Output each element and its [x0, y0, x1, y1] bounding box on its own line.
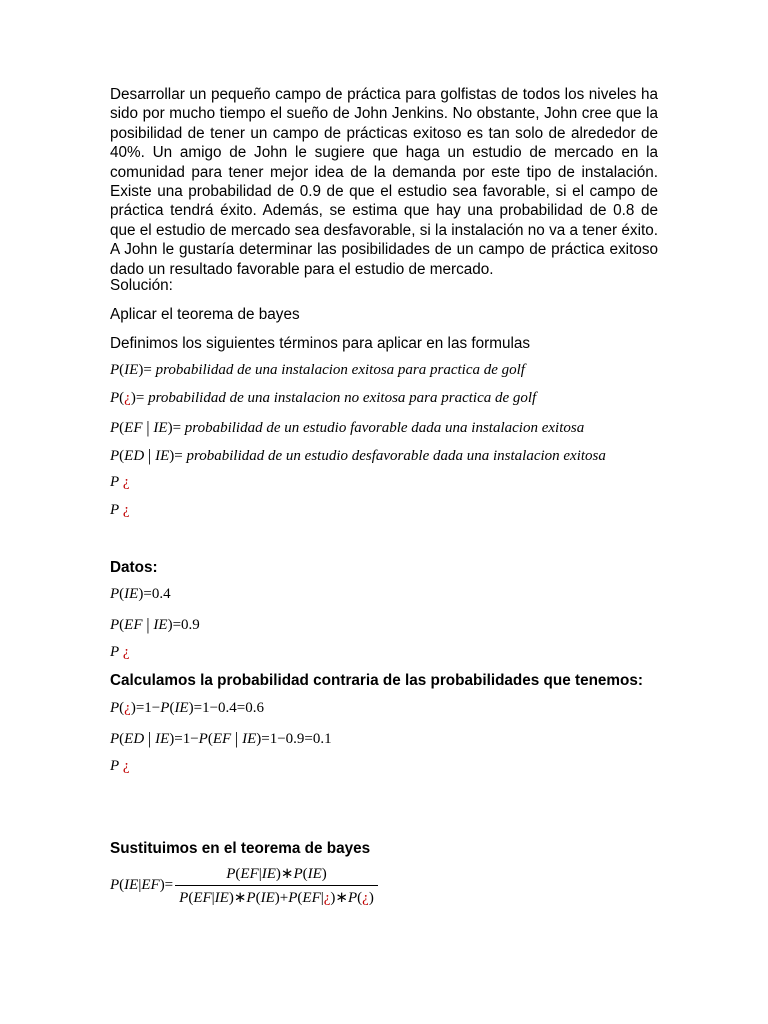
calculamos-heading: Calculamos la probabilidad contraria de las probabilidades que tenemos:	[110, 672, 643, 689]
definition-1: P(IE)= probabilidad de una instalacion exitosa para practica de golf	[110, 362, 525, 378]
dato-p-ef-ie: P(EF | IE)=0.9	[110, 615, 200, 634]
calc-2: P(ED | IE)=1−P(EF | IE)=1−0.9=0.1	[110, 729, 332, 748]
aplicar-text: Aplicar el teorema de bayes	[110, 306, 300, 323]
definition-2-text: probabilidad de una instalacion no exitosa para practica de golf	[148, 390, 537, 406]
calc-3: P ¿	[110, 758, 130, 774]
bayes-numerator: P(EF|IE)∗P(IE)	[175, 864, 378, 886]
definition-4: P(ED | IE)= probabilidad de un estudio desfavorable dada una instalacion exitosa	[110, 446, 606, 465]
bayes-denominator: P(EF|IE)∗P(IE)+P(EF|¿)∗P(¿)	[179, 890, 374, 906]
calc-1: P(¿)=1−P(IE)=1−0.4=0.6	[110, 700, 264, 716]
definition-1-text: probabilidad de una instalacion exitosa para practica de golf	[155, 362, 525, 378]
definimos-text: Definimos los siguientes términos para aplicar en las formulas	[110, 335, 530, 352]
definition-3: P(EF | IE)= probabilidad de un estudio favorable dada una instalacion exitosa	[110, 418, 585, 437]
definition-2: P(¿)= probabilidad de una instalacion no exitosa para practica de golf	[110, 390, 537, 406]
problem-paragraph: Desarrollar un pequeño campo de práctica para golfistas de todos los niveles ha sido por mucho tiempo el sueño de John Jenkins. No obstante, John cree que la posibilidad de tener un campo de prácticas exitoso es tan solo de alrededor de 40%. Un amigo de John le sugiere que haga un estudio de mercado en la comunidad para tener mejor idea de la demanda por este tipo de instalación. Existe una probabilidad de 0.9 de que el estudio sea favorable, si el campo de práctica tendrá éxito. Además, se estima que hay una probabilidad de 0.8 de que el estudio de mercado sea desfavorable, si la instalación no va a tener éxito. A John le gustaría determinar las posibilidades de un campo de práctica exitoso dado un resultado favorable para el estudio de mercado.	[110, 86, 658, 278]
definition-5: P ¿	[110, 474, 130, 490]
bayes-fraction	[175, 864, 378, 907]
sustituimos-heading: Sustituimos en el teorema de bayes	[110, 840, 371, 857]
definition-4-text: probabilidad de un estudio desfavorable dada una instalacion exitosa	[186, 448, 606, 464]
bayes-formula: P(IE|EF)= $\frac{P(EF|IE)∗P(IE)}{P(EF|IE)∗P(IE)+P(EF|¿)∗P(¿)}$	[110, 864, 378, 907]
dato-p-ie: P(IE)=0.4	[110, 586, 171, 602]
definition-6: P ¿	[110, 502, 130, 518]
datos-heading: Datos:	[110, 559, 158, 576]
dato-3: P ¿	[110, 644, 130, 660]
definition-3-text: probabilidad de un estudio favorable dada una instalacion exitosa	[184, 420, 585, 436]
solucion-label: Solución:	[110, 277, 173, 294]
